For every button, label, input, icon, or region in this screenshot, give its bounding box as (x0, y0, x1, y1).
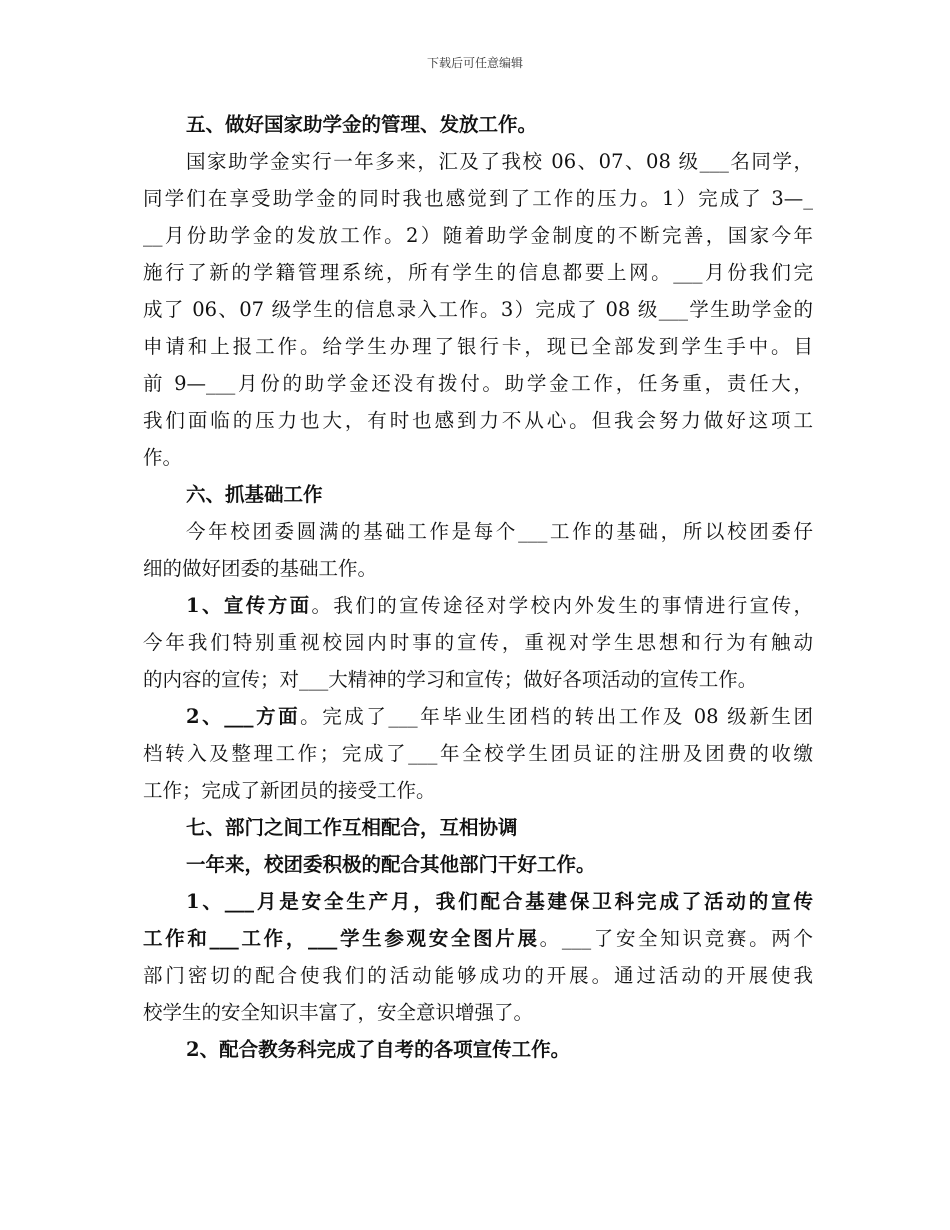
list-item-text: 。我们的宣传途径对学校内外发生的事情进行宣传， (311, 594, 813, 617)
paragraph-line: 部门密切的配合使我们的活动能够成功的开展。通过活动的开展使我 (143, 964, 813, 987)
section-heading-5: 五、做好国家助学金的管理、发放工作。 (186, 113, 538, 136)
list-item-lead: 2、___方面 (186, 705, 301, 728)
list-item-publicity (143, 587, 813, 624)
section-heading-7: 七、部门之间工作互相配合，互相协调 (186, 816, 518, 839)
bold-text: 工作和___工作，___学生参观安全图片展 (143, 927, 540, 950)
paragraph-line: 前 9—___月份的助学金还没有拨付。助学金工作，任务重，责任大， (143, 372, 813, 395)
paragraph-line: __月份助学金的发放工作。2）随着助学金制度的不断完善，国家今年 (143, 224, 813, 247)
paragraph-line: 施行了新的学籍管理系统，所有学生的信息都要上网。___月份我们完 (143, 261, 813, 284)
document-body (143, 106, 813, 1068)
paragraph-line: 校学生的安全知识丰富了，安全意识增强了。 (143, 1001, 534, 1024)
paragraph-line: 今年我们特别重视校园内时事的宣传，重视对学生思想和行为有触动 (143, 631, 813, 654)
page-header: 下载后可任意编辑 (426, 56, 523, 70)
paragraph-line: 作。 (143, 446, 183, 469)
section-subheading: 一年来，校团委积极的配合其他部门干好工作。 (186, 853, 596, 876)
paragraph-line: 细的做好团委的基础工作。 (143, 557, 378, 580)
paragraph-line: 同学们在享受助学金的同时我也感觉到了工作的压力。1）完成了 3—_ (143, 187, 813, 210)
paragraph-line: 申请和上报工作。给学生办理了银行卡，现已全部发到学生手中。目 (143, 335, 813, 358)
list-item-archives (143, 698, 813, 735)
list-item-safety: 1、___月是安全生产月，我们配合基建保卫科完成了活动的宣传 (186, 890, 813, 913)
paragraph-line: 档转入及整理工作；完成了___年全校学生团员证的注册及团费的收缴 (143, 742, 813, 765)
list-item-lead: 1、宣传方面 (186, 594, 312, 617)
list-item-text: 。完成了___年毕业生团档的转出工作及 08 级新生团 (300, 705, 813, 728)
paragraph-line: 成了 06、07 级学生的信息录入工作。3）完成了 08 级___学生助学金的 (143, 298, 813, 321)
section-heading-6: 六、抓基础工作 (186, 483, 323, 506)
paragraph-line: 的内容的宣传；对___大精神的学习和宣传；做好各项活动的宣传工作。 (143, 668, 758, 691)
plain-text: 。___了安全知识竞赛。两个 (539, 927, 813, 950)
paragraph-line (143, 920, 813, 957)
paragraph-line: 工作；完成了新团员的接受工作。 (143, 779, 436, 802)
list-item-exam-publicity: 2、配合教务科完成了自考的各项宣传工作。 (186, 1038, 571, 1061)
paragraph-line: 我们面临的压力也大，有时也感到力不从心。但我会努力做好这项工 (143, 409, 813, 432)
paragraph-line: 国家助学金实行一年多来，汇及了我校 06、07、08 级___名同学， (186, 150, 813, 173)
paragraph-line: 今年校团委圆满的基础工作是每个___工作的基础，所以校团委仔 (186, 520, 813, 543)
